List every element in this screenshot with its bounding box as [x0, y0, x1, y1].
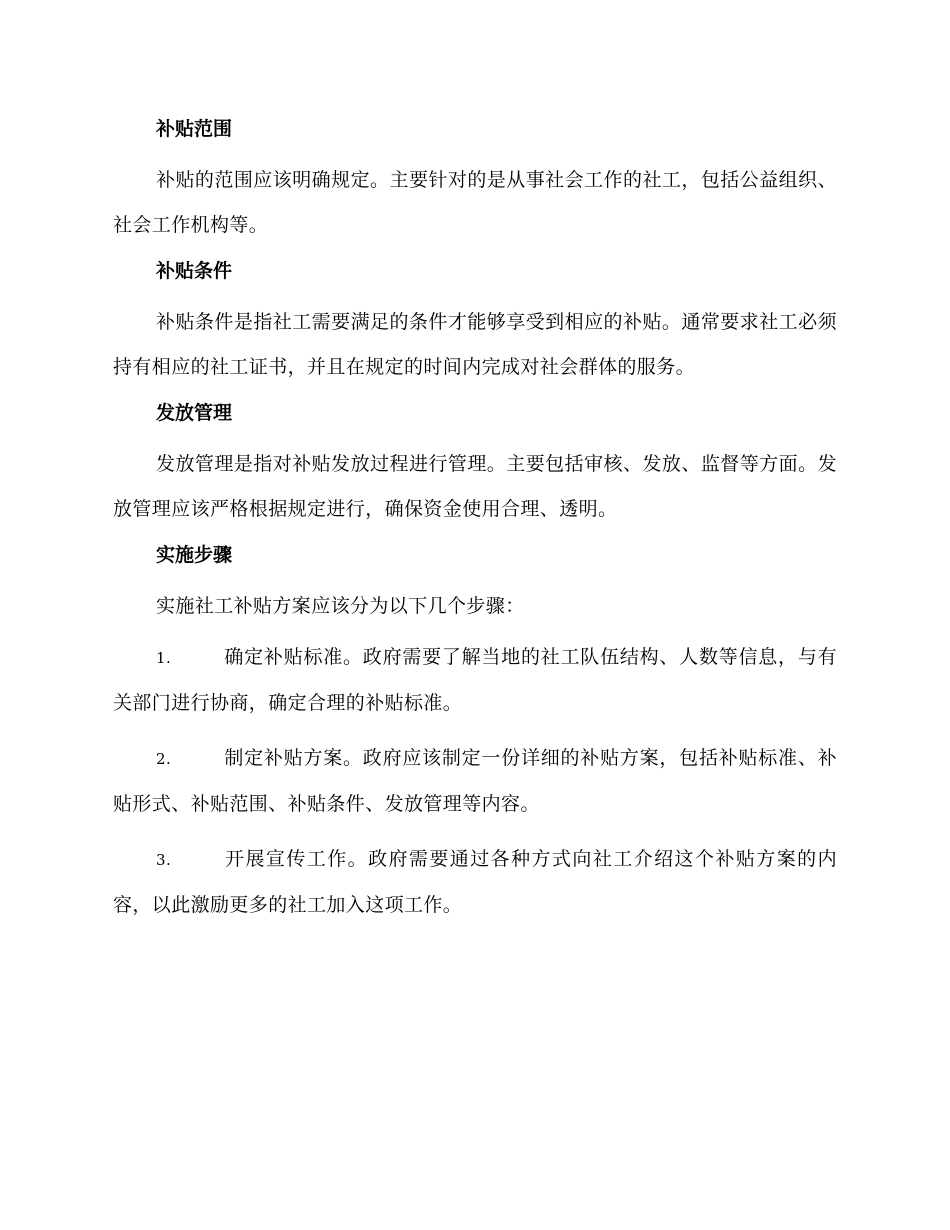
- step-text: 制定补贴方案。政府应该制定一份详细的补贴方案，包括补贴标准、补贴形式、补贴范围、补贴条件、发放管理等内容。: [113, 747, 837, 815]
- step-list-item: [113, 736, 837, 827]
- step-text: 确定补贴标准。政府需要了解当地的社工队伍结构、人数等信息，与有关部门进行协商，确定合理的补贴标准。: [113, 646, 837, 714]
- section-heading-steps: 实施步骤: [156, 544, 233, 566]
- section-paragraph-steps: 实施社工补贴方案应该分为以下几个步骤：: [156, 595, 525, 617]
- section-heading-conditions: 补贴条件: [156, 260, 233, 282]
- section-heading-scope: 补贴范围: [156, 118, 233, 140]
- section-heading-management: 发放管理: [156, 402, 233, 424]
- section-paragraph-scope: 补贴的范围应该明确规定。主要针对的是从事社会工作的社工，包括公益组织、社会工作机构等。: [113, 169, 837, 236]
- step-number: 1.: [156, 649, 172, 667]
- step-number: 2.: [156, 750, 172, 768]
- step-list-item: [113, 837, 837, 928]
- step-text: 开展宣传工作。政府需要通过各种方式向社工介绍这个补贴方案的内容，以此激励更多的社工加入这项工作。: [113, 848, 837, 916]
- step-number: 3.: [156, 851, 172, 869]
- document-body: [113, 112, 837, 938]
- section-paragraph-management: 发放管理是指对补贴发放过程进行管理。主要包括审核、发放、监督等方面。发放管理应该严格根据规定进行，确保资金使用合理、透明。: [113, 453, 837, 520]
- section-paragraph-conditions: 补贴条件是指社工需要满足的条件才能够享受到相应的补贴。通常要求社工必须持有相应的社工证书，并且在规定的时间内完成对社会群体的服务。: [113, 311, 837, 378]
- step-list-item: [113, 635, 837, 726]
